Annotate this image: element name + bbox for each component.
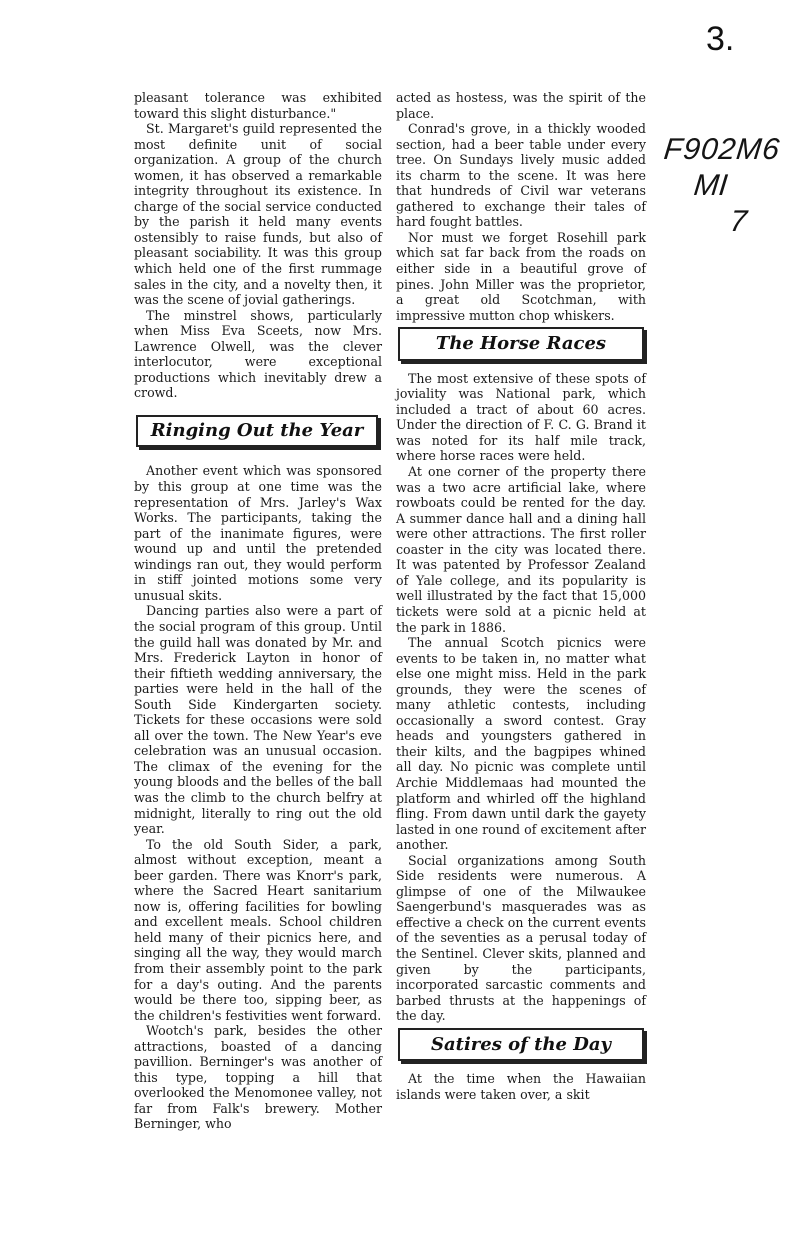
paragraph: Another event which was sponsored by this group at one time was the representation of Mrs. Jarley's Wax Works. The participants, taking the part of the inanimate figures, were wound up and until the pretended windings ran out, they would perform in stiff jointed motions some very unusual skits. xyxy=(134,463,382,603)
paragraph: At one corner of the property there was a two acre artificial lake, where rowboats could be rented for the day. A summer dance hall and a dining hall were other attractions. The first roller coaster in the city was located there. It was patented by Professor Zealand of Yale college, and its popularity is well illustrated by the fact that 15,000 tickets were sold at a picnic held at the park in 1886. xyxy=(396,464,646,635)
article-column-right xyxy=(396,90,646,1102)
section-heading-box xyxy=(398,1028,644,1062)
handwritten-line: MI xyxy=(692,169,730,202)
paragraph: Wootch's park, besides the other attractions, boasted of a dancing pavillion. Berninger's was another of this type, topping a hill that overlooked the Menomonee valley, not far from Falk's brewery. Mother Berninger, who xyxy=(134,1023,382,1132)
paragraph: The annual Scotch picnics were events to be taken in, no matter what else one might miss. Held in the park grounds, they were the scenes of many athletic contests, including occasionally a sword contest. Gray heads and youngsters gathered in their kilts, and the bagpipes whined all day. No picnic was complete until Archie Middlemaas had mounted the platform and whirled off the highland fling. From dawn until dark the gayety lasted in one round of excitement after another. xyxy=(396,635,646,853)
article-column-left xyxy=(134,90,382,1132)
paragraph: At the time when the Hawaiian islands were taken over, a skit xyxy=(396,1071,646,1102)
handwritten-note xyxy=(664,132,794,240)
paragraph: Nor must we forget Rosehill park which sat far back from the roads on either side in a beautiful grove of pines. John Miller was the proprietor, a great old Scotchman, with impressive mutton chop whiskers. xyxy=(396,229,646,323)
paragraph: St. Margaret's guild represented the most definite unit of social organization. A group of the church women, it has observed a remarkable integrity throughout its existence. In charge of the social service conducted by the parish it held many events ostensibly to raise funds, but also of pleasant sociability. It was this group which held one of the first rummage sales in the city, and a novelty then, it was the scene of jovial gatherings. xyxy=(134,121,382,308)
handwritten-line: F902M6 xyxy=(662,133,782,166)
paragraph: Conrad's grove, in a thickly wooded section, had a beer table under every tree. On Sundays lively music added its charm to the scene. It was here that hundreds of Civil war veterans gathered to exchange their tales of hard fought battles. xyxy=(396,121,646,230)
page-number: 3. xyxy=(706,20,735,58)
handwritten-line: 7 xyxy=(728,205,749,238)
paragraph: Dancing parties also were a part of the social program of this group. Until the guild hall was donated by Mr. and Mrs. Frederick Layton in honor of their fiftieth wedding anniversary, the parties were held in the hall of the South Side Kindergarten society. Tickets for these occasions were sold all over the town. The New Year's eve celebration was an unusual occasion. The climax of the evening for the young bloods and the belles of the ball was the climb to the church belfry at midnight, literally to ring out the old year. xyxy=(134,603,382,837)
section-heading: The Horse Races xyxy=(435,333,607,355)
section-heading: Ringing Out the Year xyxy=(150,419,364,441)
paragraph: The minstrel shows, particularly when Miss Eva Sceets, now Mrs. Lawrence Olwell, was the clever interlocutor, were exceptional productions which inevitably drew a crowd. xyxy=(134,307,382,401)
paragraph: The most extensive of these spots of joviality was National park, which included a tract of about 60 acres. Under the direction of F. C. G. Brand it was noted for its half mile track, where horse races were held. xyxy=(396,370,646,464)
paragraph: To the old South Sider, a park, almost without exception, meant a beer garden. There was Knorr's park, where the Sacred Heart sanitarium now is, offering facilities for bowling and excellent meals. School children held many of their picnics here, and singing all the way, they would march from their assembly point to the park for a day's outing. And the parents would be there too, sipping beer, as the children's festivities went forward. xyxy=(134,836,382,1023)
section-heading: Satires of the Day xyxy=(430,1033,612,1055)
paragraph: pleasant tolerance was exhibited toward this slight disturbance." xyxy=(134,90,382,121)
paragraph: Social organizations among South Side residents were numerous. A glimpse of one of the Milwaukee Saengerbund's masquerades was as effective a check on the current events of the seventies as a perusal today of the Sentinel. Clever skits, planned and given by the participants, incorporated sarcastic comments and barbed thrusts at the happenings of the day. xyxy=(396,852,646,1024)
section-heading-box xyxy=(398,327,644,361)
section-heading-box xyxy=(136,415,378,448)
paragraph: acted as hostess, was the spirit of the place. xyxy=(396,90,646,121)
